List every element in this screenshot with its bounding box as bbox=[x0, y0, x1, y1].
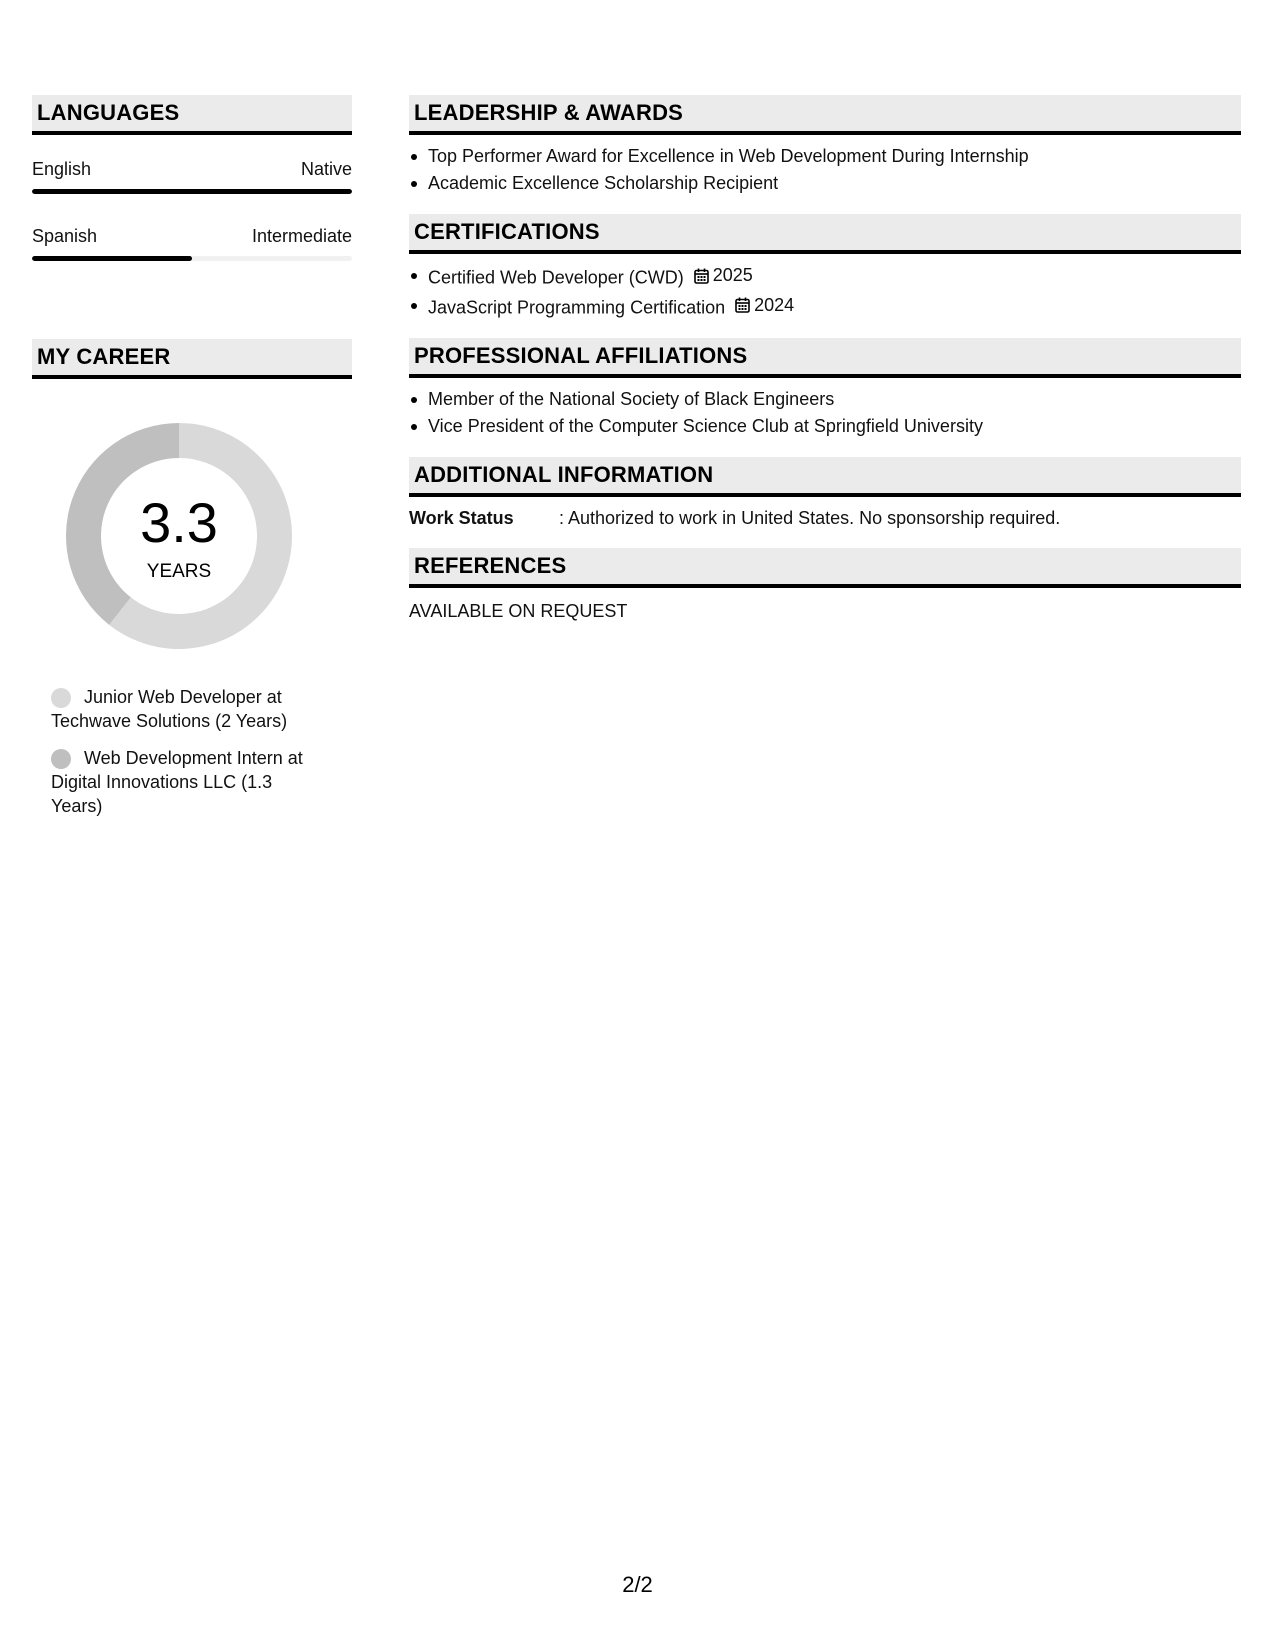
work-status-row bbox=[409, 505, 1241, 531]
career-total-years: 3.3 bbox=[140, 491, 218, 554]
list-item bbox=[409, 262, 1241, 292]
additional-info-header: ADDITIONAL INFORMATION bbox=[409, 457, 1241, 497]
language-name: English bbox=[32, 159, 92, 179]
career-legend bbox=[32, 685, 321, 818]
certification-name: JavaScript Programming Certification bbox=[428, 297, 726, 317]
career-legend-item bbox=[51, 685, 321, 733]
list-item: Vice President of the Computer Science Club at Springfield University bbox=[409, 413, 1241, 440]
language-spanish bbox=[32, 226, 352, 261]
affiliations-header: PROFESSIONAL AFFILIATIONS bbox=[409, 338, 1241, 378]
legend-dot bbox=[51, 749, 71, 769]
career-donut-chart bbox=[64, 421, 294, 651]
languages-header: LANGUAGES bbox=[32, 95, 352, 135]
language-bar bbox=[32, 189, 352, 194]
language-name: Spanish bbox=[32, 226, 98, 246]
references-section bbox=[409, 548, 1241, 624]
page-number: 2/2 bbox=[622, 1572, 653, 1597]
language-bar-fill bbox=[32, 189, 352, 194]
work-status-value: : Authorized to work in United States. No sponsorship required. bbox=[559, 508, 1061, 528]
career-header: MY CAREER bbox=[32, 339, 352, 379]
work-status-label: Work Status bbox=[409, 508, 514, 528]
references-text: AVAILABLE ON REQUEST bbox=[409, 601, 628, 621]
certification-year: 2024 bbox=[754, 294, 795, 315]
affiliations-section bbox=[409, 338, 1241, 440]
language-level: Native bbox=[300, 159, 352, 179]
list-item: Top Performer Award for Excellence in Web Development During Internship bbox=[409, 143, 1241, 170]
certifications-section bbox=[409, 214, 1241, 321]
language-bar bbox=[32, 256, 352, 261]
legend-label: Web Development Intern at Digital Innovations LLC (1.3 Years) bbox=[51, 748, 303, 816]
certification-date bbox=[694, 262, 753, 289]
list-item: Academic Excellence Scholarship Recipient bbox=[409, 170, 1241, 197]
affiliations-list bbox=[409, 386, 1241, 440]
legend-dot bbox=[51, 688, 71, 708]
leadership-list bbox=[409, 143, 1241, 197]
legend-label: Junior Web Developer at Techwave Solutions (2 Years) bbox=[51, 687, 288, 731]
language-bar-fill bbox=[32, 256, 192, 261]
references-header: REFERENCES bbox=[409, 548, 1241, 588]
additional-info-section bbox=[409, 457, 1241, 531]
left-column bbox=[32, 95, 352, 831]
list-item bbox=[409, 292, 1241, 322]
language-level: Intermediate bbox=[251, 226, 352, 246]
calendar-icon bbox=[694, 268, 709, 284]
calendar-icon bbox=[735, 297, 750, 313]
certification-name: Certified Web Developer (CWD) bbox=[428, 267, 684, 288]
right-column bbox=[409, 95, 1241, 624]
career-legend-item bbox=[51, 746, 321, 818]
certification-date bbox=[735, 292, 794, 319]
list-item: Member of the National Society of Black Engineers bbox=[409, 386, 1241, 413]
leadership-section bbox=[409, 95, 1241, 197]
language-english bbox=[32, 159, 352, 194]
certifications-header: CERTIFICATIONS bbox=[409, 214, 1241, 254]
certification-year: 2025 bbox=[712, 265, 753, 285]
certifications-list bbox=[409, 262, 1241, 321]
leadership-header: LEADERSHIP & AWARDS bbox=[409, 95, 1241, 135]
career-total-unit: YEARS bbox=[146, 561, 212, 582]
